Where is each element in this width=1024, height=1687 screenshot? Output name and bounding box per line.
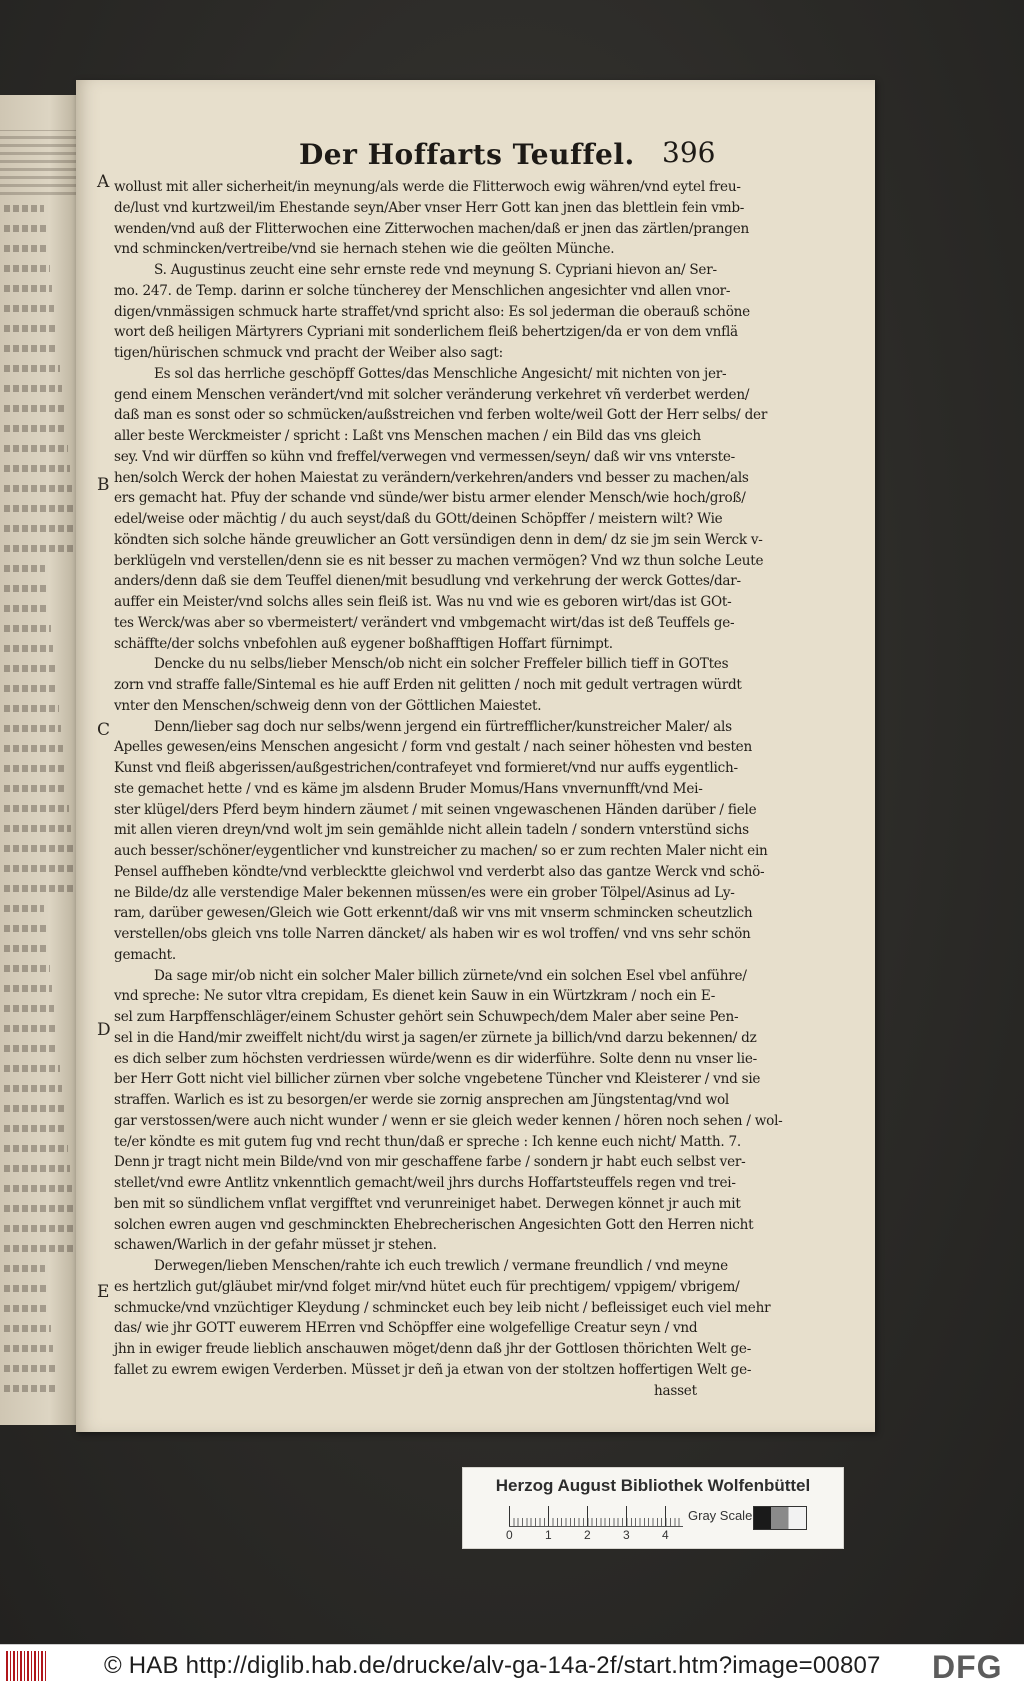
ghost-text-line [4,325,56,332]
ghost-text-line [4,1005,54,1012]
ghost-text-line [4,305,54,312]
text-line: Apelles gewesen/eins Menschen angesicht / form vnd gestalt / nach seiner höhesten vnd besten [114,739,752,756]
text-line: berklügeln vnd verstellen/denn sie es nit besser zu machen vermögen? Vnd wz thun solche Leute [114,552,764,569]
text-line: Kunst vnd fleiß abgerissen/außgestrichen/contrafeyet vnd formieret/vnd nur auffs eygentlich- [114,760,738,776]
ruler-major-tick [509,1506,510,1526]
body-text [114,178,834,1399]
ghost-text-line [4,285,52,292]
ghost-text-line [4,485,72,492]
text-line: Derwegen/lieben Menschen/rahte ich euch trewlich / vermane freundlich / vnd meyne [154,1258,728,1274]
ghost-text-line [4,805,69,812]
text-line: jhn in ewiger freude lieblich anschauwen möget/denn daß jhr der Gottlosen thörichten Welt ge- [114,1341,752,1357]
ghost-text-line [4,1145,68,1152]
ghost-text-line [4,345,58,352]
text-line: daß man es sonst oder so schmücken/außstreichen vnd ferben wolte/weil Gott der Herr selbs/ der [114,407,768,424]
text-line: es hertzlich gut/gläubet mir/vnd folget mir/vnd hütet euch für prechtigem/ vppigem/ vbrigem/ [114,1278,740,1295]
text-line: gemacht. [114,946,176,963]
text-line: wort deß heiligen Märtyrers Cypriani mit sonderlichem fleiß behertzigen/da er von dem vnflä [114,324,738,341]
margin-letter: E [97,1282,110,1302]
ghost-text-line [4,385,62,392]
ruler-major-tick [626,1506,627,1526]
text-line: vnter den Menschen/schweig denn von der Göttlichen Maiestet. [114,697,542,714]
text-line: ber Herr Gott nicht viel billicher zürnen vber solche vngebetene Tüncher vnd Kleisterer / vnd sie [114,1071,761,1088]
text-line: solchen ewren augen vnd geschminckten Ehebrecherischen Angesichten Gott den Herren nicht [114,1216,754,1233]
ghost-text-line [4,845,73,852]
text-line: köndten sich solche hände greuwlicher an Gott versündigen denn in dem/ dz sie jm sein Werck v- [114,531,763,548]
ghost-text-line [4,1305,49,1312]
ghost-text-line [4,405,64,412]
ghost-text-line [4,925,46,932]
text-line: verstellen/obs gleich vns tolle Narren däncket/ als haben wir es wol troffen/ vnd vns sehr schön [114,926,751,942]
ruler-major-tick [587,1506,588,1526]
ghost-text-line [4,1065,60,1072]
ghost-text-line [4,505,74,512]
ghost-text-line [4,525,76,532]
text-line: schawen/Warlich in der gefahr müsset jr stehen. [114,1237,437,1254]
ghost-text-line [4,885,77,892]
text-line: hasset [654,1382,697,1399]
ghost-text-line [4,1165,70,1172]
ghost-text-line [4,225,46,232]
text-line: vnd spreche: Ne sutor vltra crepidam, Es dienet kein Sauw in ein Würtzkram / noch ein E- [114,988,716,1005]
ghost-text-line [4,1325,51,1332]
ghost-text-line [4,545,78,552]
grayscale-bar [753,1506,807,1530]
text-line: ben mit so sündlichem vnflat vergifftet vnd verunreiniget habet. Derwegen könnet jr auch mit [114,1195,741,1212]
text-line: sey. Vnd wir dürffen so kühn vnd freffel/verwegen vnd vermessen/seyn/ daß wir vns vnterste- [114,448,735,465]
ghost-text-line [4,585,47,592]
ghost-text-line [4,945,48,952]
footer-bar [0,1644,1024,1687]
text-line: fallet zu ewrem ewigen Verderben. Müsset jr deñ ja etwan von der stoltzen hoffertigen Welt ge- [114,1361,752,1378]
source-link[interactable]: © HAB http://diglib.hab.de/drucke/alv-ga-14a-2f/start.htm?image=00807 [104,1652,881,1679]
page-number: 396 [662,136,716,169]
ghost-text-line [4,745,63,752]
text-line: Es sol das herrliche geschöpff Gottes/das Menschliche Angesicht/ mit nichten von jer- [154,365,727,382]
ghost-text-line [4,765,65,772]
text-line: tes Werck/was aber so vbermeistert/ verändert vnd vmbgemacht wirt/das ist deß Teuffels ge- [114,614,735,631]
margin-letter: C [97,720,111,740]
ghost-text-line [4,365,60,372]
ghost-text-line [4,725,61,732]
text-line: auffer ein Meister/vnd solchs alles sein fleiß ist. Was nu vnd wie es geboren wirt/das ist GOt- [114,594,732,610]
ghost-text-line [4,665,55,672]
book-page [76,80,875,1432]
ghost-text-line [4,1125,66,1132]
ruler-major-tick [665,1506,666,1526]
text-line: sel zum Harpffenschläger/einem Schuster gehört sein Schuwpech/dem Maler aber seine Pen- [114,1009,739,1025]
ghost-text-line [4,965,50,972]
ghost-text-line [4,1365,55,1372]
text-line: Denn jr tragt nicht mein Bilde/vnd von mir geschaffene farbe / sondern jr habt euch selbst ver- [114,1154,746,1171]
text-line: Da sage mir/ob nicht ein solcher Maler billich zürnete/vnd ein solchen Esel vbel anführe/ [154,967,747,984]
text-line: sel in die Hand/mir zweiffelt nicht/du wirst ja sagen/er zürnete ja billich/vnd darzu bekennen/ dz [114,1029,757,1046]
text-line: zorn vnd straffe falle/Sintemal es hie auff Erden nit gelitten / noch mit gedult vertragen würdt [114,677,742,693]
grayscale-label: Gray Scale [688,1508,753,1523]
ghost-text-line [4,1265,45,1272]
text-line: wollust mit aller sicherheit/in meynung/als werde die Flitterwoch ewig währen/vnd eytel freu- [114,179,741,195]
ghost-text-line [4,245,48,252]
ghost-text-line [4,645,53,652]
text-line: ster klügel/ders Pferd beym hindern zäumet / mit seinen vngewaschenen Händen darüber / fiele [114,801,757,818]
barcode-icon [6,1651,46,1681]
ghost-text-line [4,425,66,432]
ghost-text-line [4,1085,62,1092]
ghost-text-line [4,205,44,212]
ghost-text-line [4,565,45,572]
text-line: mit allen vieren dreyn/vnd wolt jm sein gemählde nicht allein tadeln / sondern vnterstünd sichs [114,822,749,839]
text-line: ne Bilde/dz alle verstendige Maler bekennen müssen/es were ein grober Tölpel/Asinus ad Ly- [114,884,735,901]
text-line: Pensel auffheben köndte/vnd verblecktte gleichwol vnd verderbt also das gantze Werck vnd schö- [114,863,765,880]
ghost-text-line [4,265,50,272]
text-line: edel/weise oder mächtig / du auch seyst/daß du GOtt/deinen Schöpffer / meistern wilt? Wie [114,511,723,527]
text-line: Dencke du nu selbs/lieber Mensch/ob nicht ein solcher Freffeler billich tieff in GOTtes [154,656,729,673]
text-line: stellet/vnd ewre Antlitz vnkenntlich gemacht/weil jhrs durchs Hoffartsteuffels regen vnd trei- [114,1175,736,1191]
ruler-number: 1 [545,1528,552,1542]
ghost-text-line [4,985,52,992]
ghost-text-line [4,825,71,832]
text-line: ram, darüber gewesen/Gleich wie Gott erkennt/daß wir vns mit vnserm schmincken scheutzlich [114,905,753,922]
ghost-text-line [4,445,68,452]
margin-letter: A [97,172,110,192]
text-line: das/ wie jhr GOTT euwerem HErren vnd Schöpffer eine wolgefellige Creatur seyn / vnd [114,1320,698,1337]
ruler-major-tick [548,1506,549,1526]
text-line: auch besser/schöner/eygentlicher vnd kunstreicher zu machen/ so er zum rechten Maler nicht ein [114,843,768,859]
ghost-text-line [4,905,44,912]
ghost-text-line [4,1025,56,1032]
ruler-number: 4 [662,1528,669,1542]
text-line: straffen. Warlich es ist zu besorgen/er werde sie zornig ansprechen am Jüngstentag/vnd wol [114,1092,730,1108]
text-line: tigen/hürischen schmuck vnd pracht der Weiber also sagt: [114,345,503,361]
ghost-text-line [4,625,51,632]
text-line: vnd schmincken/vertreibe/vnd sie hernach stehen wie die geölten Münche. [114,241,615,258]
text-line: de/lust vnd kurtzweil/im Ehestande seyn/Aber vnser Herr Gott kan jnen das blettlein fein vmb- [114,199,745,216]
ghost-text-line [4,865,75,872]
ghost-text-line [4,785,67,792]
ghost-text-line [4,1385,57,1392]
text-line: S. Augustinus zeucht eine sehr ernste rede vnd meynung S. Cypriani hievon an/ Ser- [154,262,717,278]
text-line: hen/solch Werck der hohen Maiestat zu verändern/verkehren/anders vnd besser zu machen/als [114,469,749,486]
text-line: gend einem Menschen verändert/vnd mit solcher veränderung verkehret vñ verderbet werden/ [114,386,750,403]
ghost-text-line [4,1105,64,1112]
ghost-text-line [4,1225,76,1232]
ghost-text-line [4,1205,74,1212]
text-line: mo. 247. de Temp. darinn er solche tüncherey der Menschlichen angesichter vnd allen vnor- [114,282,731,299]
ghost-text-line [4,465,70,472]
text-line: schäffte/der solchs vnbefohlen auß eygener boßhafftigen Hoffart fürnimpt. [114,635,613,652]
ruler-number: 0 [506,1528,513,1542]
ghost-text-line [4,1185,72,1192]
text-line: wenden/vnd auß der Flitterwochen eine Zitterwochen machen/daß er jnen das zärtlen/prangen [114,220,750,237]
library-name: Herzog August Bibliothek Wolfenbüttel [495,1476,811,1495]
ghost-text-line [4,1345,53,1352]
text-line: te/er köndte es mit gutem fug vnd recht thun/daß er spreche : Ich kenne euch nicht/ Matth. 7. [114,1133,741,1150]
text-line: gar verstossen/were auch nicht wunder / wenn er sie gleich weder kennen / hören noch sehen / wol- [114,1112,783,1129]
ruler-number: 2 [584,1528,591,1542]
margin-letter: D [97,1020,111,1040]
dfg-logo: DFG [932,1649,1003,1685]
ghost-text-line [4,705,59,712]
text-line: Denn/lieber sag doch nur selbs/wenn jergend ein fürtrefflicher/kunstreicher Maler/ als [154,718,732,735]
ghost-text-line [4,605,49,612]
text-line: es dich selber zum höchsten verdriessen würde/wenn es dir widerführe. Solte denn nu vnser lie- [114,1050,757,1067]
text-line: digen/vnmässigen schmuck harte straffet/vnd spricht also: Es sol jederman die oberauß schöne [114,303,750,320]
text-line: aller beste Werckmeister / spricht : Laßt vns Menschen machen / ein Bild das vns gleich [114,428,701,444]
text-line: anders/denn daß sie dem Teuffel dienen/mit besudlung vnd verkehrung der werck Gottes/dar- [114,573,741,590]
text-line: ers gemacht hat. Pfuy der schande vnd sünde/wer bistu armer elender Mensch/wie hoch/groß/ [114,490,746,507]
library-color-card [462,1467,844,1549]
running-head: Der Hoffarts Teuffel. [299,138,635,171]
text-line: schmucke/vnd vnzüchtiger Kleydung / schmincket euch bey leib nicht / befleissiget euch viel mehr [114,1299,771,1316]
ghost-text-line [4,1285,47,1292]
ghost-text-line [4,1045,58,1052]
ghost-text-line [4,685,57,692]
ghost-text-line [4,1245,78,1252]
text-line: ste gemachet hette / vnd es käme jm alsdenn Bruder Momus/Hans vnvernunfft/vnd Mei- [114,780,703,797]
margin-letter: B [97,475,110,495]
ruler-scale [509,1506,683,1527]
ruler-number: 3 [623,1528,630,1542]
